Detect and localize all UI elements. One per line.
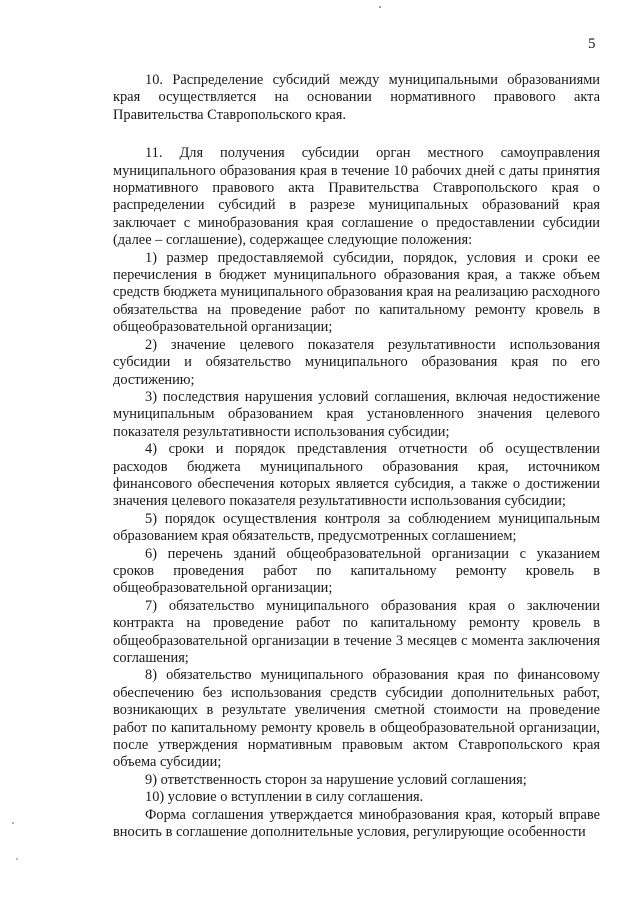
scan-speck bbox=[16, 858, 18, 860]
scan-speck bbox=[12, 822, 14, 824]
list-item-3: 3) последствия нарушения условий соглашения, включая недостижение муниципальным образованием края установленного значения целевого показателя результативности использования субсидии; bbox=[113, 388, 600, 440]
scan-speck bbox=[379, 6, 381, 8]
list-item-6: 6) перечень зданий общеобразовательной организации с указанием сроков проведения работ по капитальному ремонту кровель в общеобразовательной организации; bbox=[113, 545, 600, 597]
list-item-9: 9) ответственность сторон за нарушение условий соглашения; bbox=[145, 771, 527, 788]
list-item-5: 5) порядок осуществления контроля за соблюдением муниципальным образованием края обязательств, предусмотренных соглашением; bbox=[113, 510, 600, 545]
list-item-4: 4) сроки и порядок представления отчетности об осуществлении расходов бюджета муниципального образования края, источником финансового обеспечения которых является субсидия, а также о достижении значения целевого показателя результативности использования субсидии; bbox=[113, 441, 600, 510]
list-item-10: 10) условие о вступлении в силу соглашения. bbox=[145, 789, 424, 806]
document-body bbox=[113, 72, 600, 841]
list-item-2: 2) значение целевого показателя результативности использования субсидии и обязательство муниципального образования края по его достижению; bbox=[113, 336, 600, 388]
paragraph-11: 11. Для получения субсидии орган местного самоуправления муниципального образования края в течение 10 рабочих дней с даты принятия нормативного правового акта Правительства Ставропольского края о распределении субсидий в разрезе муниципальных образований края заключает с минобразования края соглашение о предоставлении субсидии (далее – соглашение), содержащее следующие положения: bbox=[113, 145, 600, 249]
list-item-8: 8) обязательство муниципального образования края по финансовому обеспечению без использования средств субсидии дополнительных работ, возникающих в результате увеличения сметной стоимости на проведение работ по капитальному ремонту кровель в общеобразовательной организации, после утверждения нормативным правовым актом Ставропольского края объема субсидии; bbox=[113, 667, 600, 771]
agreement-form-paragraph: Форма соглашения утверждается минобразования края, который вправе вносить в соглашение дополнительные условия, регулирующие особенности bbox=[113, 806, 600, 841]
page-number: 5 bbox=[588, 36, 596, 52]
list-item-1: 1) размер предоставляемой субсидии, порядок, условия и сроки ее перечисления в бюджет муниципального образования края, а также объем средств бюджета муниципального образования края на реализацию расходного обязательства на проведение работ по капитальному ремонту кровель в общеобразовательной организации; bbox=[113, 249, 600, 336]
list-item-7: 7) обязательство муниципального образования края о заключении контракта на проведение работ по капитальному ремонту кровель в общеобразовательной организации в течение 3 месяцев с момента заключения соглашения; bbox=[113, 597, 600, 666]
paragraph-10: 10. Распределение субсидий между муниципальными образованиями края осуществляется на основании нормативного правового акта Правительства Ставропольского края. bbox=[113, 72, 600, 123]
